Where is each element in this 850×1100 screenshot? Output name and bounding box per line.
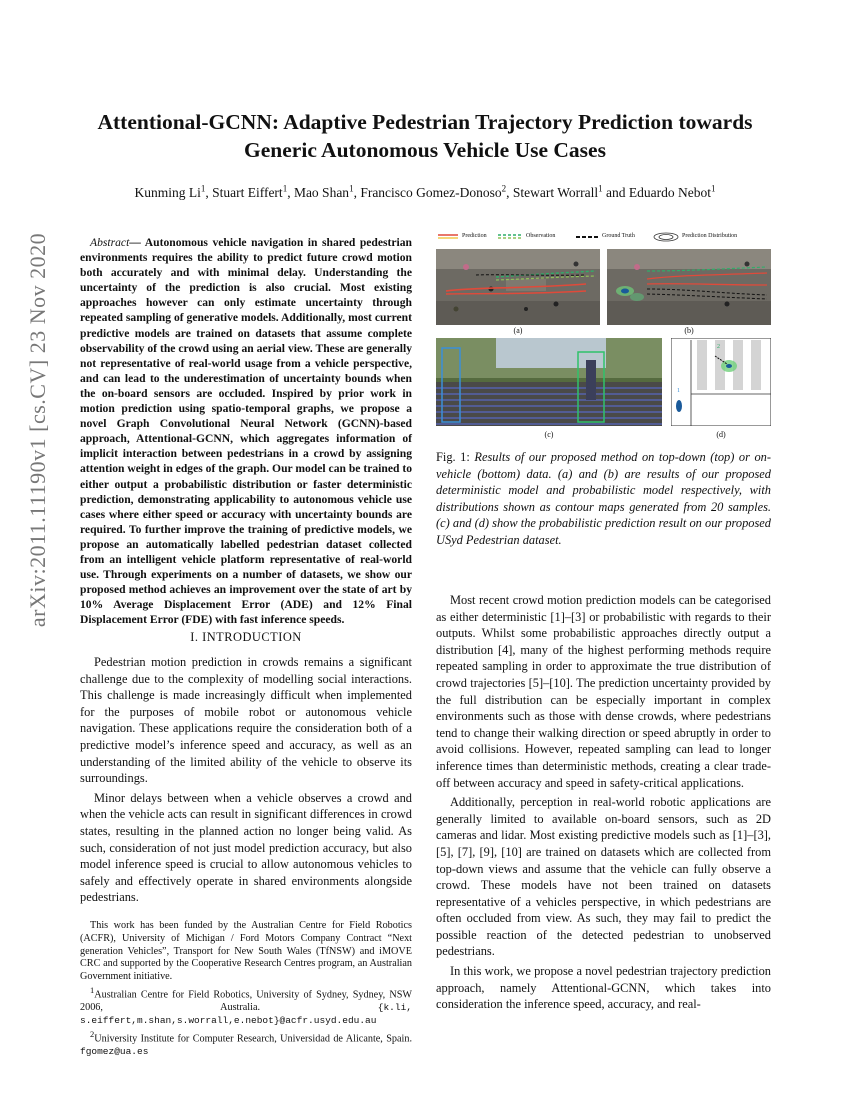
legend-ground-truth: Ground Truth	[602, 233, 635, 239]
panel-label-a: (a)	[513, 326, 523, 335]
panel-label-d: (d)	[716, 430, 726, 439]
author: Mao Shan$^1$,	[293, 183, 361, 200]
figure-caption-text: Results of our proposed method on top-down (top) or on-vehicle (bottom) data. (a) and (b) are results of our proposed deterministic model and probabilistic model respectively, with distributions shown as contour maps generated from 20 samples. (c) and (d) show the probabilistic prediction result on our proposed USyd Pedestrian dataset.	[436, 450, 771, 547]
affiliation-2-email[interactable]: fgomez@ua.es	[80, 1045, 149, 1057]
figure-panel-a	[436, 249, 600, 325]
legend-prediction: Prediction	[462, 233, 487, 239]
abstract-label: Abstract	[90, 236, 130, 249]
arxiv-identifier: arXiv:2011.11190v1 [cs.CV] 23 Nov 2020	[25, 232, 50, 628]
abstract-text: — Autonomous vehicle navigation in shared pedestrian environments requires the ability to predict future crowd motion both accurately and with minimal delay. Understanding the uncertainty of the prediction is also crucial. Most existing approaches however can only estimate uncertainty through repeated sampling of generative models. Additionally, most current predictive models are trained on datasets that assume complete observability of the crowd using an aerial view. These are generally not representative of real-world usage from a vehicle perspective, and can lead to the underestimation of uncertainty bounds when the on-board sensors are occluded. Inspired by prior work in motion prediction using spatio-temporal graphs, we propose a novel Graph Convolutional Neural Network (GCNN)-based approach, Attentional-GCNN, which aggregates information of implicit interaction between pedestrians in a crowd by assigning attention weight in edges of the graph. Our model can be trained to either output a probabilistic distribution or faster deterministic prediction, demonstrating applicability to autonomous vehicle use cases where either speed or accuracy with uncertainty bounds are required. To further improve the training of predictive models, we propose an automatically labelled pedestrian dataset collected from an intelligent vehicle platform representative of real-world use. Through experiments on a number of datasets, we show our proposed method achieves an improvement over the state of art by 10% Average Displacement Error (ADE) and 12% Final Displacement Error (FDE) with fast inference speeds.	[80, 236, 412, 627]
right-column-body	[436, 592, 771, 1013]
affiliation-1: $^1$Australian Centre for Field Robotics, University of Sydney, Sydney, NSW 2006, Australia. {k.li, s.eiffert,m.shan,s.worrall,e.nebot}@acfr.usyd.edu.au	[80, 984, 412, 1026]
svg-text:1: 1	[677, 388, 680, 394]
right-paragraph-2: Additionally, perception in real-world robotic applications are generally limited to available on-board sensors, such as 2D cameras and lidar. Most existing predictive models such as [1]–[3], [5], [7], [9], [10] are trained on datasets which are collected from top-down views and assume that the vehicle can fully observe a crowd. These models have not been trained on datasets representative of a vehicles perspective, in which pedestrians are often occluded from view. As such, they may fail to predict the possible reaction of the detected pedestrian to unobserved pedestrians.	[436, 795, 771, 959]
author: Stewart Worrall$^1$ and	[512, 183, 629, 200]
legend-observation: Observation	[526, 233, 556, 239]
figure-caption	[436, 449, 771, 549]
figure-caption-label: Fig. 1:	[436, 450, 470, 464]
author-list	[60, 183, 790, 201]
intro-paragraph-1: Pedestrian motion prediction in crowds remains a significant challenge due to the complexity of modelling social interactions. This challenge is made increasingly difficult when implemented for the purposes of mobile robot or autonomous vehicle navigation. These applications require the consideration both of a predictive model’s inference speed and accuracy, as well as an understanding of the limited ability of the vehicle to observe its surroundings.	[80, 655, 412, 786]
right-paragraph-3: In this work, we propose a novel pedestrian trajectory prediction approach, namely Attentional-GCNN, which takes into consideration the inference speed, accuracy, and real-	[436, 964, 771, 1012]
abstract	[80, 235, 412, 627]
funding-note: This work has been funded by the Australian Centre for Field Robotics (ACFR), University of Michigan / Ford Motors Company Contract “Next generation Vehicles”, Transport for New South Wales (TfNSW) and iMOVE CRC and supported by the Cooperative Research Centres program, an Australian Government initiative.	[80, 920, 412, 983]
title-line-2: Generic Autonomous Vehicle Use Cases	[244, 138, 606, 162]
affiliation-2: $^2$University Institute for Computer Research, Universidad de Alicante, Spain. fgomez@ua.es	[80, 1028, 412, 1057]
arxiv-sidebar	[18, 120, 58, 740]
title-line-1: Attentional-GCNN: Adaptive Pedestrian Trajectory Prediction towards	[97, 110, 753, 134]
author: Eduardo Nebot$^1$	[628, 183, 716, 200]
panel-label-c: (c)	[544, 430, 554, 439]
panel-label-b: (b)	[684, 326, 694, 335]
intro-paragraph-2: Minor delays between when a vehicle observes a crowd and when the vehicle acts can result in significant differences in crowd states, resulting in the planned action no longer being valid. As such, consideration of not just model prediction accuracy, but also model inference speed is crucial to allow autonomous vehicles to safely and effectively operate in shared environments alongside pedestrians.	[80, 790, 412, 905]
author: Kunming Li$^1$,	[134, 183, 213, 200]
right-paragraph-1: Most recent crowd motion prediction models can be categorised as either deterministic [1]–[3] or probabilistic with regards to their outputs. Whilst some probabilistic approaches directly output a distribution [4], many of the highest performing methods require repeated sampling in order to approximate the true distribution of crowd trajectories [5]–[10]. The prediction uncertainty provided by the full distribution can be especially important in complex environments such as those with dense crowds, where pedestrians tend to change their walking direction or speed abruptly in order to avoid collisions. However, repeated sampling can lead to longer inference times than deterministic methods, creating a clear trade-off between accuracy and speed in safety-critical applications.	[436, 593, 771, 790]
intro-body	[80, 654, 412, 906]
svg-text:2: 2	[717, 344, 720, 350]
affiliation-1-emails[interactable]: {k.li, s.eiffert,m.shan,s.worrall,e.nebot}@acfr.usyd.edu.au	[80, 1002, 412, 1026]
figure-panel-b	[607, 249, 771, 325]
figure-legend	[436, 230, 772, 244]
figure-panel-c	[436, 338, 662, 426]
author: Stuart Eiffert$^1$,	[212, 183, 294, 200]
section-heading-introduction: I. INTRODUCTION	[190, 630, 302, 644]
paper-title	[60, 108, 790, 164]
author: Francisco Gomez-Donoso$^2$,	[360, 183, 513, 200]
footnotes	[80, 920, 412, 1059]
figure-panel-d	[671, 338, 771, 426]
legend-prediction-distribution: Prediction Distribution	[682, 233, 738, 239]
